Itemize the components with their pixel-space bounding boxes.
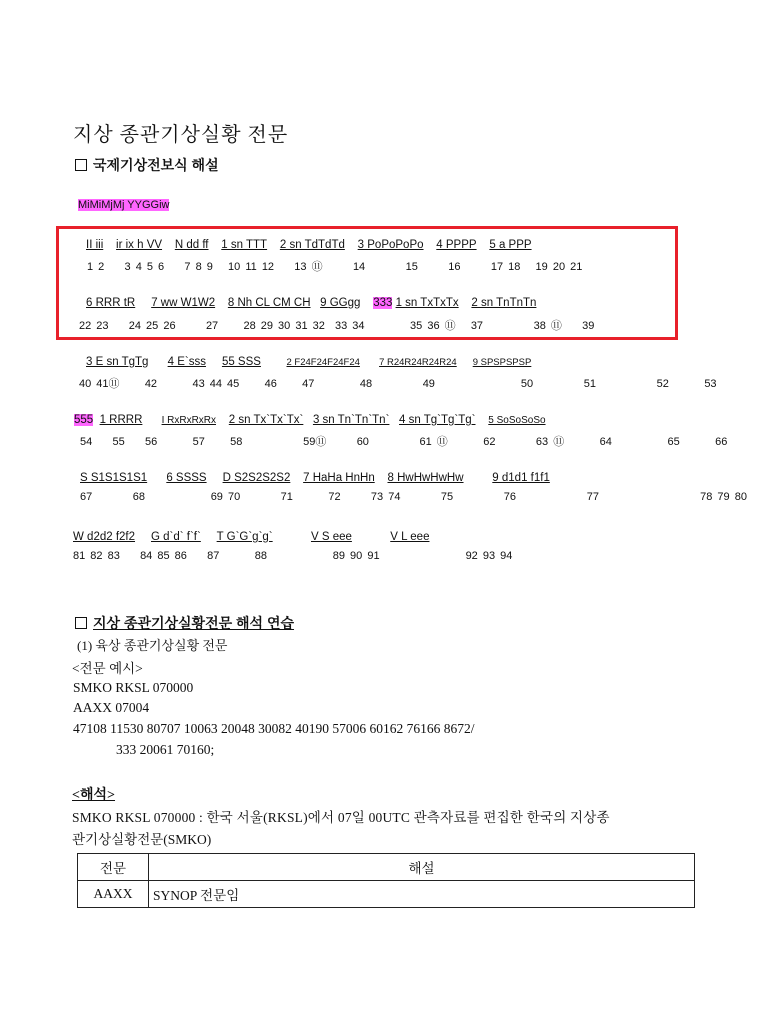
- num-item: 24 25 26: [128, 320, 176, 332]
- section-heading-2-text: 지상 종관기상실황전문 해석 연습: [93, 615, 295, 631]
- code-item: S S1S1S1S1: [80, 472, 148, 484]
- table-cell: AAXX: [78, 881, 149, 908]
- num-item: 67: [80, 491, 93, 503]
- num-item: 49: [422, 378, 435, 390]
- num-item: 1 2: [87, 261, 105, 273]
- num-item: 51: [583, 378, 596, 390]
- header-code-text: MiMiMjMj YYGGiw: [78, 199, 170, 211]
- num-item: 87: [207, 550, 220, 562]
- code-item: 2 F24F24F24F24: [286, 357, 360, 368]
- analysis-line-1: SMKO RKSL 070000 : 한국 서울(RKSL)에서 07일 00UTC 관측자료를 편집한 한국의 지상종: [72, 810, 610, 825]
- code-item: 2 sn Tx`Tx`Tx`: [228, 414, 304, 426]
- num-item: 56: [144, 436, 158, 448]
- num-item: 68: [132, 491, 145, 503]
- code-item: 7 R24R24R24R24: [379, 357, 457, 368]
- analysis-line-2: 관기상실황전문(SMKO): [72, 832, 212, 847]
- code-row-2: [86, 297, 536, 309]
- example-line-4: 333 20061 70160;: [116, 742, 215, 757]
- code-row-6: [73, 531, 429, 543]
- num-item: 46: [264, 378, 277, 390]
- num-item: 92 93 94: [465, 550, 513, 562]
- analysis-label: <해석>: [72, 788, 116, 803]
- num-item: 81 82 83: [73, 550, 120, 562]
- num-item: 37: [470, 320, 484, 332]
- code-item: G d`d` f`f`: [151, 531, 201, 543]
- num-item: 69 70: [210, 491, 241, 503]
- num-item: 71: [280, 491, 293, 503]
- code-row-5: [80, 472, 550, 484]
- num-item: 47: [302, 378, 315, 390]
- code-item: 8 Nh CL CM CH: [227, 297, 311, 309]
- num-row-4: [80, 433, 727, 449]
- num-item: 10 11 12: [228, 261, 275, 273]
- code-item: 6 SSSS: [166, 472, 207, 484]
- code-item: 4 PPPP: [436, 239, 477, 251]
- num-item: 7 8 9: [184, 261, 213, 273]
- code-item: 9 d1d1 f1f1: [492, 472, 550, 484]
- page-title: 지상 종관기상실황 전문: [73, 124, 289, 146]
- code-item: T G`G`g`g`: [216, 531, 273, 543]
- code-item: 9 SPSPSPSP: [472, 357, 532, 368]
- num-item: 22 23: [79, 320, 109, 332]
- num-item: 39: [582, 320, 595, 332]
- num-item: 72: [328, 491, 341, 503]
- code-item: V L eee: [390, 531, 430, 543]
- num-item: 50: [520, 378, 534, 390]
- num-item: 40 41⑪: [79, 378, 120, 390]
- num-item: 76: [503, 491, 516, 503]
- section-heading-1: [75, 155, 219, 175]
- num-item: 60: [356, 436, 369, 448]
- num-item: 63 ⑪: [535, 436, 565, 448]
- num-row-6: [73, 550, 512, 562]
- table-header-cell: 전문: [78, 854, 149, 881]
- header-code: [78, 199, 169, 211]
- table-row: [78, 881, 695, 908]
- num-item: 52: [656, 378, 669, 390]
- num-item: 15: [405, 261, 418, 273]
- code-item: 1 RRRR: [99, 414, 143, 426]
- code-row-3: [86, 356, 531, 368]
- code-item: W d2d2 f2f2: [73, 531, 136, 543]
- code-item: 1 sn TxTxTx: [395, 297, 459, 309]
- practice-sub: (1) 육상 종관기상실황 전문: [77, 638, 228, 653]
- code-item: 2 sn TdTdTd: [279, 239, 345, 251]
- num-item: 42: [144, 378, 158, 390]
- checkbox-square-icon: [75, 159, 87, 171]
- num-item: 58: [230, 436, 243, 448]
- num-item: 27: [205, 320, 219, 332]
- code-item: 3 sn Tn`Tn`Tn`: [312, 414, 390, 426]
- code-item: 6 RRR tR: [86, 297, 136, 309]
- table-header-row: [78, 854, 695, 881]
- example-label: <전문 예시>: [72, 661, 143, 676]
- code-item: 3 E sn TgTg: [86, 356, 149, 368]
- num-item: 54: [80, 436, 93, 448]
- num-item: 78 79 80: [700, 491, 747, 503]
- num-item: 53: [704, 378, 717, 390]
- num-row-5: [80, 491, 747, 503]
- num-item: 55: [112, 436, 125, 448]
- example-line-2: AAXX 07004: [73, 700, 150, 715]
- code-item: 5 a PPP: [489, 239, 532, 251]
- num-item: 88: [254, 550, 268, 562]
- code-item: 4 E`sss: [167, 356, 206, 368]
- num-item: 77: [586, 491, 600, 503]
- example-line-1: SMKO RKSL 070000: [73, 680, 194, 695]
- num-item: 13 ⑪: [294, 261, 323, 273]
- code-item: ir ix h VV: [116, 239, 163, 251]
- code-item: N dd ff: [174, 239, 209, 251]
- num-item: 38 ⑪: [533, 320, 562, 332]
- num-item: 48: [359, 378, 373, 390]
- code-row-1: [86, 239, 532, 251]
- code-item: 2 sn TnTnTn: [471, 297, 537, 309]
- num-item: 65: [667, 436, 680, 448]
- num-item: 3 4 5 6: [124, 261, 165, 273]
- code-item: 7 ww W1W2: [151, 297, 216, 309]
- num-item: 19 20 21: [535, 261, 583, 273]
- num-item: 35 36 ⑪: [410, 320, 456, 332]
- num-item: 64: [599, 436, 612, 448]
- code-table: [77, 853, 695, 908]
- num-item: 57: [192, 436, 205, 448]
- code-item: 7 HaHa HnHn: [303, 472, 375, 484]
- num-row-1: [87, 258, 582, 274]
- section-heading-2: [75, 613, 294, 633]
- code-item-highlight: 555: [74, 414, 94, 426]
- code-item: 4 sn Tg`Tg`Tg`: [399, 414, 476, 426]
- code-item: 1 sn TTT: [221, 239, 268, 251]
- num-item: 16: [448, 261, 461, 273]
- code-item: D S2S2S2S2: [222, 472, 291, 484]
- code-item: 3 PoPoPoPo: [357, 239, 424, 251]
- num-row-2: [79, 317, 594, 333]
- num-item: 59⑪: [303, 436, 327, 448]
- num-item: 66: [715, 436, 728, 448]
- num-item: 84 85 86: [140, 550, 187, 562]
- code-item: II iii: [86, 239, 104, 251]
- code-item: 5 SoSoSoSo: [488, 415, 546, 426]
- code-item: 9 GGgg: [320, 297, 361, 309]
- code-item-highlight: 333: [373, 297, 393, 309]
- num-item: 14: [352, 261, 366, 273]
- num-item: 28 29 30 31 32: [243, 320, 325, 332]
- table-cell: SYNOP 전문임: [149, 881, 695, 908]
- code-item: V S eee: [310, 531, 352, 543]
- num-item: 43 44 45: [192, 378, 240, 390]
- num-item: 62: [483, 436, 496, 448]
- num-item: 75: [440, 491, 454, 503]
- num-item: 61 ⑪: [419, 436, 448, 448]
- code-item: I RxRxRxRx: [161, 415, 217, 426]
- num-item: 89 90 91: [332, 550, 380, 562]
- code-item: 8 HwHwHwHw: [387, 472, 464, 484]
- code-row-4: [74, 414, 546, 426]
- checkbox-square-icon: [75, 617, 87, 629]
- section-heading-1-text: 국제기상전보식 해설: [93, 157, 219, 173]
- num-item: 17 18: [490, 261, 521, 273]
- table-header-cell: 해설: [149, 854, 695, 881]
- example-line-3: 47108 11530 80707 10063 20048 30082 40190 57006 60162 76166 8672/: [73, 721, 475, 736]
- num-item: 33 34: [335, 320, 365, 332]
- code-item: 55 SSS: [221, 356, 261, 368]
- num-item: 73 74: [370, 491, 401, 503]
- num-row-3: [79, 375, 717, 391]
